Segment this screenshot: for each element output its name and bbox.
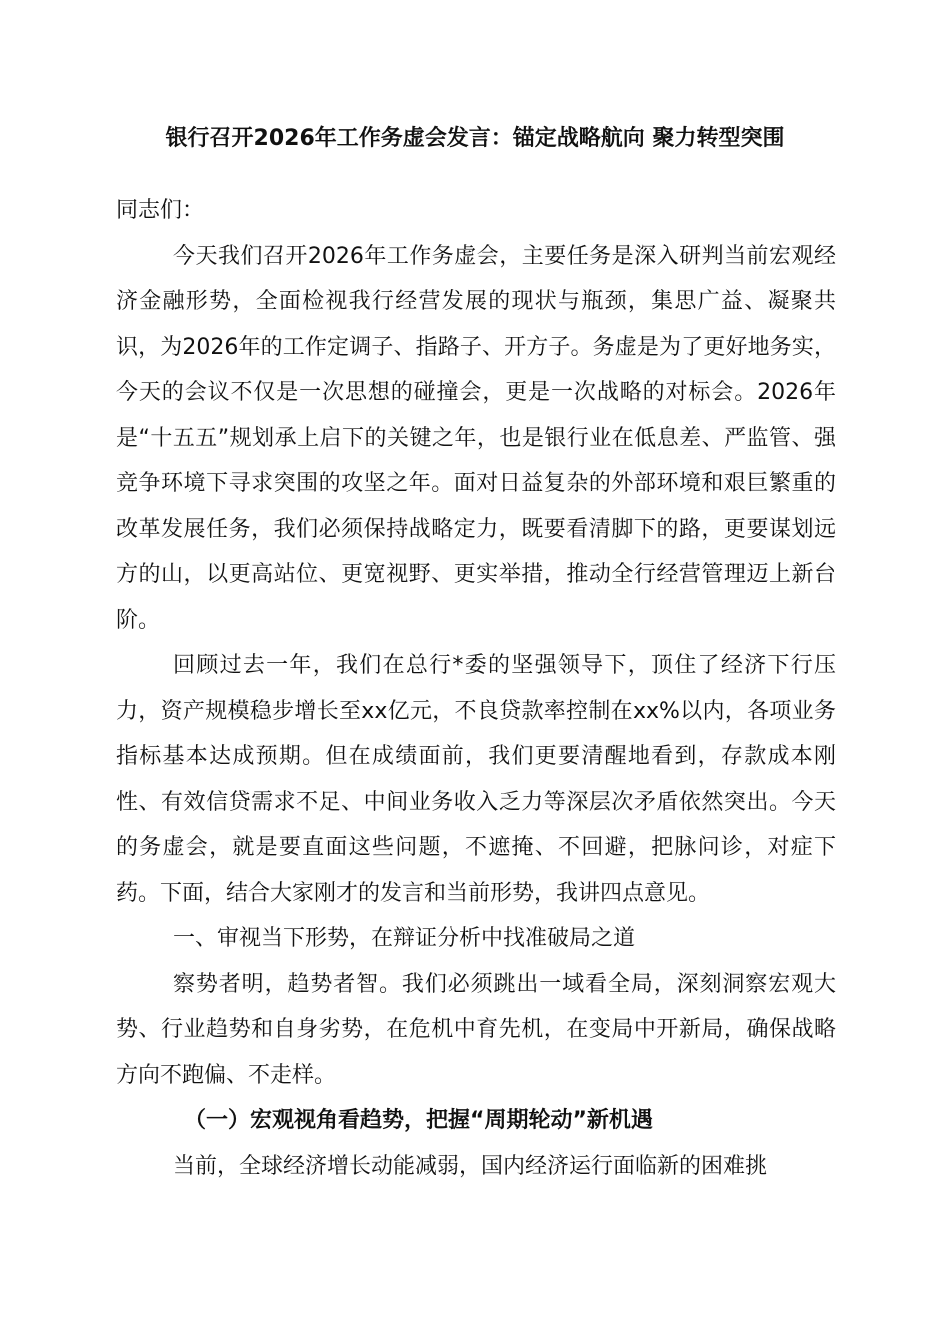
paragraph-intro: 今天我们召开2026年工作务虚会，主要任务是深入研判当前宏观经济金融形势，全面检视我行经营发展的现状与瓶颈，集思广益、凝聚共识，为2026年的工作定调子、指路子、开方子。务虚是为了更好地务实，今天的会议不仅是一次思想的碰撞会，更是一次战略的对标会。2026年是“十五五”规划承上启下的关键之年，也是银行业在低息差、严监管、强竞争环境下寻求突围的攻坚之年。面对日益复杂的外部环境和艰巨繁重的改革发展任务，我们必须保持战略定力，既要看清脚下的路，更要谋划远方的山，以更高站位、更宽视野、更实举措，推动全行经营管理迈上新台阶。 <box>116 243 836 633</box>
section-intro: 察势者明，趋势者智。我们必须跳出一域看全局，深刻洞察宏观大势、行业趋势和自身劣势，在危机中育先机，在变局中开新局，确保战略方向不跑偏、不走样。 <box>116 971 836 1088</box>
document-title: 银行召开2026年工作务虚会发言：锚定战略航向 聚力转型突围 <box>165 126 785 151</box>
paragraph-trailing: 当前，全球经济增长动能减弱，国内经济运行面临新的困难挑 <box>173 1153 768 1179</box>
section-heading: 一、审视当下形势，在辩证分析中找准破局之道 <box>173 926 636 951</box>
subsection-heading: （一）宏观视角看趋势，把握“周期轮动”新机遇 <box>184 1108 653 1133</box>
salutation: 同志们： <box>116 198 205 223</box>
document-body <box>116 188 836 1189</box>
paragraph-review: 回顾过去一年，我们在总行*委的坚强领导下，顶住了经济下行压力，资产规模稳步增长至xx亿元，不良贷款率控制在xx%以内，各项业务指标基本达成预期。但在成绩面前，我们更要清醒地看到，存款成本刚性、有效信贷需求不足、中间业务收入乏力等深层次矛盾依然突出。今天的务虚会，就是要直面这些问题，不遮掩、不回避，把脉问诊，对症下药。下面，结合大家刚才的发言和当前形势，我讲四点意见。 <box>116 653 836 906</box>
